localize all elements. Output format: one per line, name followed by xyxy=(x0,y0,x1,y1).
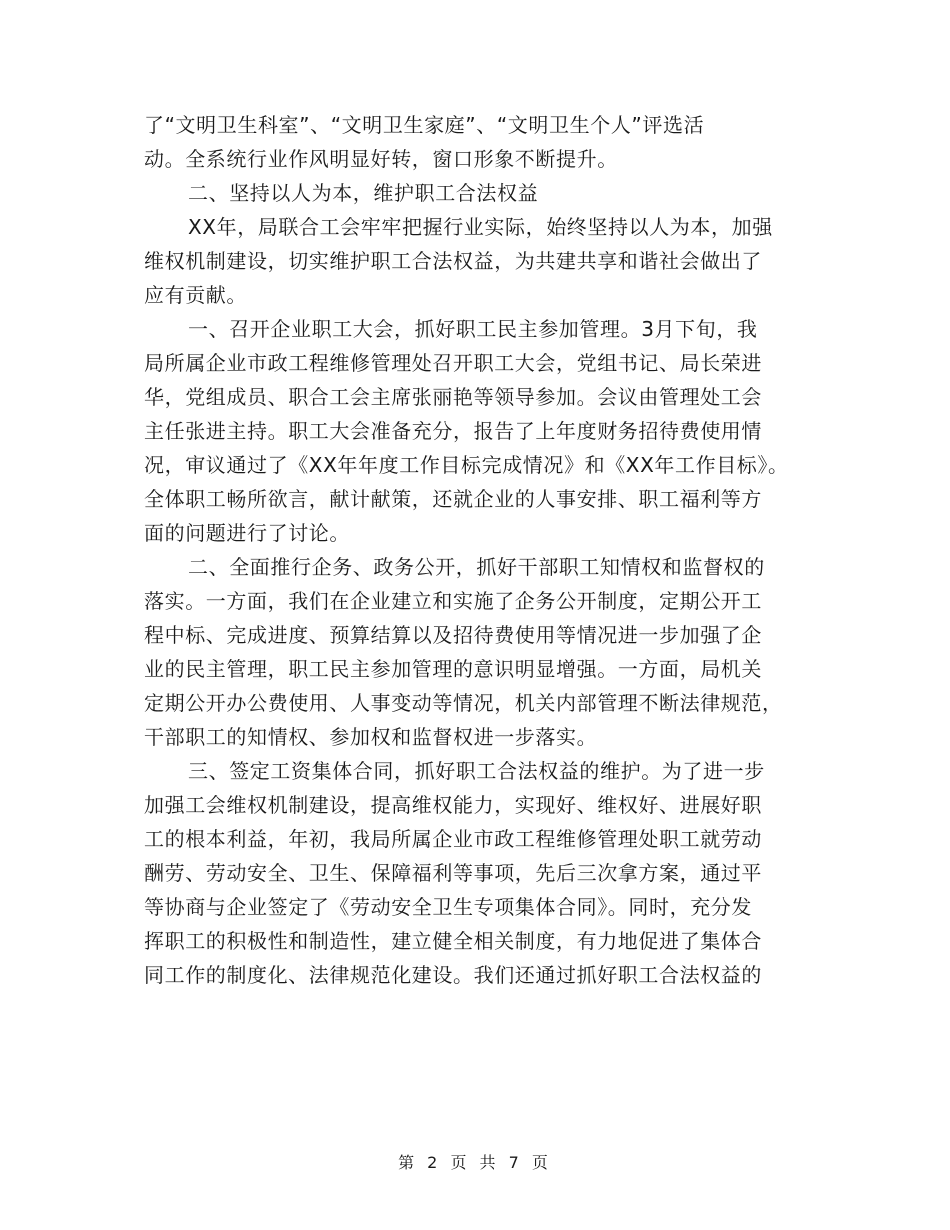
text-line: 程中标、完成进度、预算结算以及招待费使用等情况进一步加强了企 xyxy=(144,623,762,647)
text-line: 局所属企业市政工程维修管理处召开职工大会，党组书记、局长荣进 xyxy=(144,351,762,375)
text-line: XX年，局联合工会牢牢把握行业实际，始终坚持以人为本，加强 xyxy=(188,215,773,239)
text-line: 动。全系统行业作风明显好转，窗口形象不断提升。 xyxy=(144,147,618,171)
text-line: 挥职工的积极性和制造性，建立健全相关制度，有力地促进了集体合 xyxy=(144,929,762,953)
text-line: 三、签定工资集体合同，抓好职工合法权益的维护。为了进一步 xyxy=(188,759,765,783)
text-line: 工的根本利益，年初，我局所属企业市政工程维修管理处职工就劳动 xyxy=(144,827,762,851)
text-line: 定期公开办公费使用、人事变动等情况，机关内部管理不断法律规范， xyxy=(144,691,783,715)
text-line: 了“文明卫生科室”、“文明卫生家庭”、“文明卫生个人”评选活 xyxy=(144,113,705,137)
text-line: 况，审议通过了《XX年年度工作目标完成情况》和《XX年工作目标》。 xyxy=(144,453,789,477)
text-line: 一、召开企业职工大会，抓好职工民主参加管理。3月下旬，我 xyxy=(188,317,758,341)
text-line: 加强工会维权机制建设，提高维权能力，实现好、维权好、进展好职 xyxy=(144,793,762,817)
text-line: 全体职工畅所欲言，献计献策，还就企业的人事安排、职工福利等方 xyxy=(144,487,762,511)
page-footer: 第 2 页 共 7 页 xyxy=(398,1153,552,1172)
text-line: 二、坚持以人为本，维护职工合法权益 xyxy=(188,181,539,205)
text-line: 华，党组成员、职合工会主席张丽艳等领导参加。会议由管理处工会 xyxy=(144,385,762,409)
text-line: 等协商与企业签定了《劳动安全卫生专项集体合同》。同时，充分发 xyxy=(144,895,752,919)
text-line: 业的民主管理，职工民主参加管理的意识明显增强。一方面，局机关 xyxy=(144,657,762,681)
text-line: 酬劳、劳动安全、卫生、保障福利等事项，先后三次拿方案，通过平 xyxy=(144,861,762,885)
text-line: 干部职工的知情权、参加权和监督权进一步落实。 xyxy=(144,725,598,749)
text-line: 主任张进主持。职工大会准备充分，报告了上年度财务招待费使用情 xyxy=(144,419,762,443)
text-line: 落实。一方面，我们在企业建立和实施了企务公开制度，定期公开工 xyxy=(144,589,762,613)
text-line: 面的问题进行了讨论。 xyxy=(144,521,350,545)
document-body xyxy=(144,108,804,992)
text-line: 维权机制建设，切实维护职工合法权益，为共建共享和谐社会做出了 xyxy=(144,249,762,273)
text-line: 同工作的制度化、法律规范化建设。我们还通过抓好职工合法权益的 xyxy=(144,963,762,987)
text-line: 应有贡献。 xyxy=(144,283,247,307)
text-line: 二、全面推行企务、政务公开，抓好干部职工知情权和监督权的 xyxy=(188,555,765,579)
